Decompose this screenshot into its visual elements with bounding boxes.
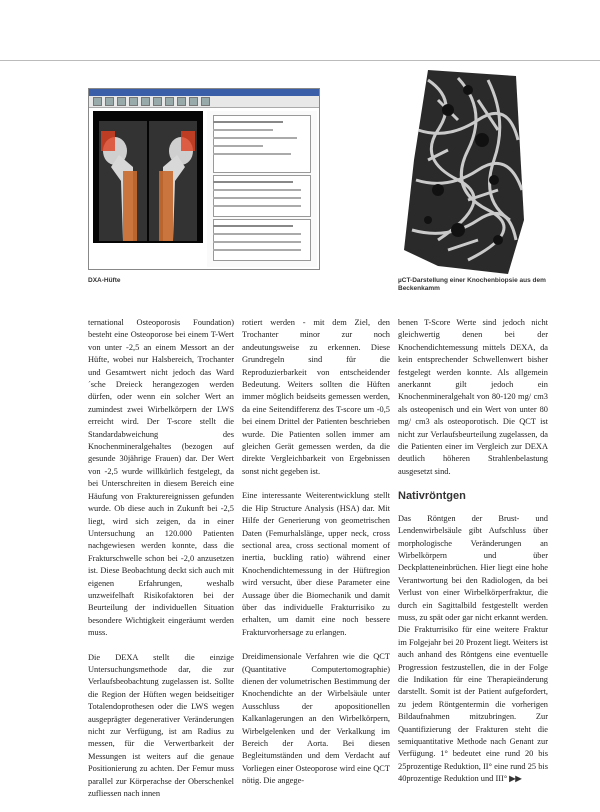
dxa-caption: DXA-Hüfte: [88, 277, 121, 284]
dxa-report-panel: [207, 111, 317, 267]
window-titlebar: [89, 89, 319, 96]
paragraph: Das Röntgen der Brust- und Lendenwirbelsäule gibt Aufschluss über morphologische Veränderungen an Wirbelkörpern und über Deckplatteneinbrüchen. Hier liegt eine hohe Verantwortung bei den Radiologen, da bei Verlust von einer Wirbelkörperfraktur, die durch ein Sagittalbild festgestellt werden muss, zu spät oder gar nicht erkannt werden. Die Frakturrisiko für eine weitere Fraktur im Folgejahr bei 20 Prozent liegt. Weiters ist auch anhand des Röntgens eine eventuelle Progression festzustellen, die in der Folge die Indikation für eine Therapieänderung darstellt. Somit ist der Patient aufgefordert, zu jedem Röntgentermin die vorherigen Bildaufnahmen mitzubringen. Zur Quantifizierung der Frakturen steht die semiquantitative Methode nach Genant zur Verfügung. 1° bedeutet eine rund 20 bis 25prozentige Reduktion, II° eine rund 25 bis 40prozentige Reduktion und III°: [398, 513, 548, 784]
toolbar-icon: [201, 97, 210, 106]
toolbar-icon: [141, 97, 150, 106]
section-heading: Nativröntgen: [398, 490, 466, 503]
continue-arrow-icon: ▶▶: [509, 774, 522, 784]
paragraph: rotiert werden - mit dem Ziel, den Trochanter minor zur noch andeutungsweise zu erkennen. Diese Grundregeln sind für die Reproduzierbarkeit von entscheidender Bedeutung. Weiters sollten die Hüften immer möglich beidseits gemessen werden, da eine Seitendifferenz des T-score um -0,5 bei einem Drittel der Patienten beschrieben wurde. Die Patienten sollen immer am gleichen Gerät gemessen werden, da die direkte Vergleichbarkeit von Ergebnissen sonst nicht gegeben ist.: [242, 318, 390, 476]
toolbar-icon: [105, 97, 114, 106]
right-hip-scan: [149, 121, 197, 241]
paragraph: Dreidimensionale Verfahren wie die QCT (Quantitative Computertomographie) dienen der volumetrischen Bestimmung der Knochendichte an der Wirbelsäule unter Ausschluss der apopositionellen Kalkanlagerungen an den Wirbelkörpern, Wirbelgelenken und der Verkalkung im Bereich der Aorta. Bei diesen Begleitumständen und dem Verdacht auf Vorliegen einer Osteoporose wird eine QCT nötig. Die angege-: [242, 652, 390, 786]
toolbar-icon: [93, 97, 102, 106]
dxa-figure: [88, 88, 320, 270]
uct-caption: µCT-Darstellung einer Knochenbiopsie aus dem Beckenkamm: [398, 277, 546, 292]
paragraph: ternational Osteoporosis Foundation) besteht eine Osteoporose bei einem T-Wert von unter -2,5 an einem Messort an der Hüfte, wobei nur Halsbereich, Trochanter und Gesamtwert nicht jedoch das Ward´sche Dreieck herangezogen werden dürfen, oder wenn ein solcher Wert an zumindest zwei Wirbelkörpern der LWS erreicht wird. Der T-score stellt die Standardabweichung des Knochenmineralgehaltes (bezogen auf gesunde 30jährige Frauen) dar. Der Wert von -2,5 wurde willkürlich festgelegt, da bei Unterschreiten in diesem Bereich eine Häufung von Frakturereignissen gefunden wurde. Ob diese auch in Zukunft bei -2,5 liegt, wird sich zeigen, da in einer Untersuchung an 120.000 Patienten nachgewiesen werden konnte, dass die Frakturschwelle schon bei -2,0 anzusetzen ist. Diese Beobachtung deckt sich auch mit eigenen Erfahrungen, weshalb unzweifelhaft Risikofaktoren bei der Beurteilung der individuellen Situation besondere Wichtigkeit eingeräumt werden muss.: [88, 318, 234, 638]
results-box: [213, 115, 311, 173]
toolbar-icon: [153, 97, 162, 106]
toolbar-icon: [117, 97, 126, 106]
window-toolbar: [89, 96, 319, 108]
text-column-3: [398, 317, 548, 786]
paragraph: Eine interessante Weiterentwicklung stellt die Hip Structure Analysis (HSA) dar. Mit Hilfe der Generierung von geometrischen Daten (Femurhalslänge, upper neck, cross sectional area, cross sectional moment of inertia, buckling ratio) während einer Knochendichtemessung in der Hüftregion wird versucht, über diese Parameter eine Aussage über die Biomechanik und damit über das individuelle Frakturrisiko zu erhalten, um damit eine noch bessere Frakturvorhersage zu erlangen.: [242, 491, 390, 637]
toolbar-icon: [165, 97, 174, 106]
hip-xray-image: [93, 111, 203, 267]
toolbar-icon: [129, 97, 138, 106]
text-column-1: [88, 317, 234, 812]
text-column-2: [242, 317, 390, 800]
top-rule: [0, 60, 600, 61]
toolbar-icon: [177, 97, 186, 106]
uct-bone-image: [398, 70, 526, 274]
paragraph: Die DEXA stellt die einzige Untersuchungsmethode dar, die zur Verlaufsbeobachtung zugelassen ist. Sollte die Region der Hüften wegen beidseitiger Totalendoprothesen oder die LWS wegen ausgeprägter degenerativer Veränderungen nicht zur Verfügung, ist am Radius zu messen, für die Verwertbarkeit der Messungen ist weiters auf die genaue Positionierung zu achten. Der Femur muss parallel zur Körperachse der Oberschenkel zufliessen nach innen: [88, 652, 234, 799]
paragraph: benen T-Score Werte sind jedoch nicht gleichwertig denen bei der Knochendichtemessung mittels DEXA, da kein entsprechender Schwellenwert bisher festgelegt werden konnte. Als allgemein anerkannt gilt jedoch ein Knochenmineralgehalt von 80-120 mg/ cm3 als osteopenisch und ein Wert von unter 80 mg/ cm3 als osteoporotisch. Die QCT ist nicht zur Verlaufsbeurteilung zugelassen, da die Patienten einer im Vergleich zur DEXA deutlich höheren Strahlenbelastung ausgesetzt sind.: [398, 318, 548, 476]
left-hip-scan: [99, 121, 147, 241]
toolbar-icon: [189, 97, 198, 106]
